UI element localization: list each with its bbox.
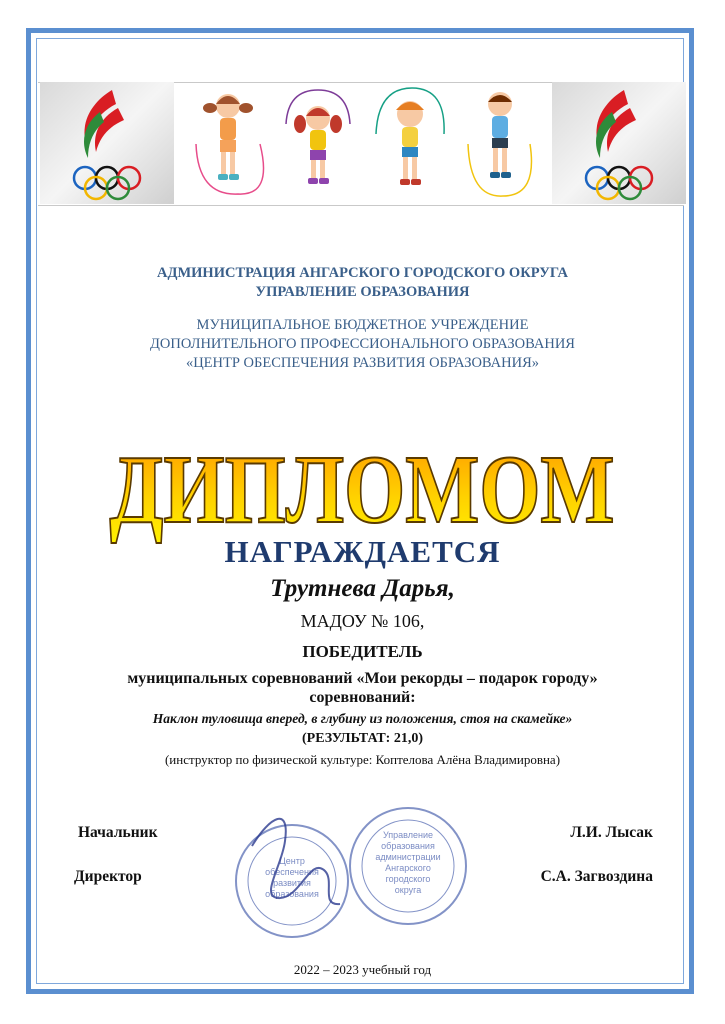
institution-line-1: МУНИЦИПАЛЬНОЕ БЮДЖЕТНОЕ УЧРЕЖДЕНИЕ xyxy=(196,317,529,333)
signature-name-2: С.А. Загвоздина xyxy=(540,868,653,885)
stamp-left-line-1: Центр xyxy=(279,856,305,866)
result: (РЕЗУЛЬТАТ: 21,0) xyxy=(301,731,423,746)
official-stamp xyxy=(230,786,470,956)
academic-year: 2022 – 2023 учебный год xyxy=(293,962,432,977)
stamp-right-line-6: округа xyxy=(394,885,422,895)
instructor: (инструктор по физической культуре: Коптелова Алёна Владимировна) xyxy=(164,752,561,767)
signature-role-2: Директор xyxy=(74,868,142,885)
organization: МАДОУ № 106, xyxy=(300,611,425,631)
diploma-title xyxy=(100,436,625,544)
signature-role-1: Начальник xyxy=(78,824,158,841)
stamp-right-line-5: городского xyxy=(385,874,431,884)
diploma-title-text: ДИПЛОМОМ xyxy=(109,436,615,544)
admin-line-2: УПРАВЛЕНИЕ ОБРАЗОВАНИЯ xyxy=(255,284,470,300)
olympic-emblem-icon xyxy=(40,82,174,204)
administration-header xyxy=(0,264,725,302)
olympic-emblem-icon xyxy=(552,82,686,204)
discipline: Наклон туловища вперед, в глубину из положения, стоя на скамейке» xyxy=(152,711,573,726)
jump-rope-kids-illustration xyxy=(178,84,550,202)
competition xyxy=(0,669,725,707)
stamp-right-line-3: администрации xyxy=(375,852,441,862)
stamp-right-line-4: Ангарского xyxy=(385,863,431,873)
stamp-left-line-2: обеспечения xyxy=(265,867,319,877)
stamp-left-line-3: развития xyxy=(273,878,311,888)
competition-line-2: соревнований: xyxy=(309,689,416,706)
stamp-left-line-4: образования xyxy=(265,889,319,899)
stamp-right-line-1: Управление xyxy=(382,830,434,840)
institution-line-3: «ЦЕНТР ОБЕСПЕЧЕНИЯ РАЗВИТИЯ ОБРАЗОВАНИЯ» xyxy=(185,355,540,371)
recipient-name: Трутнева Дарья, xyxy=(270,575,455,602)
admin-line-1: АДМИНИСТРАЦИЯ АНГАРСКОГО ГОРОДСКОГО ОКРУГА xyxy=(157,265,568,281)
place: ПОБЕДИТЕЛЬ xyxy=(302,642,423,661)
stamp-right-line-2: образования xyxy=(381,841,435,851)
competition-line-1: муниципальных соревнований «Мои рекорды – подарок городу» xyxy=(127,670,598,687)
signature-name-1: Л.И. Лысак xyxy=(570,824,653,841)
awarded-heading: НАГРАЖДАЕТСЯ xyxy=(224,534,501,569)
institution-line-2: ДОПОЛНИТЕЛЬНОГО ПРОФЕССИОНАЛЬНОГО ОБРАЗОВАНИЯ xyxy=(150,336,575,352)
institution-header xyxy=(0,316,725,373)
